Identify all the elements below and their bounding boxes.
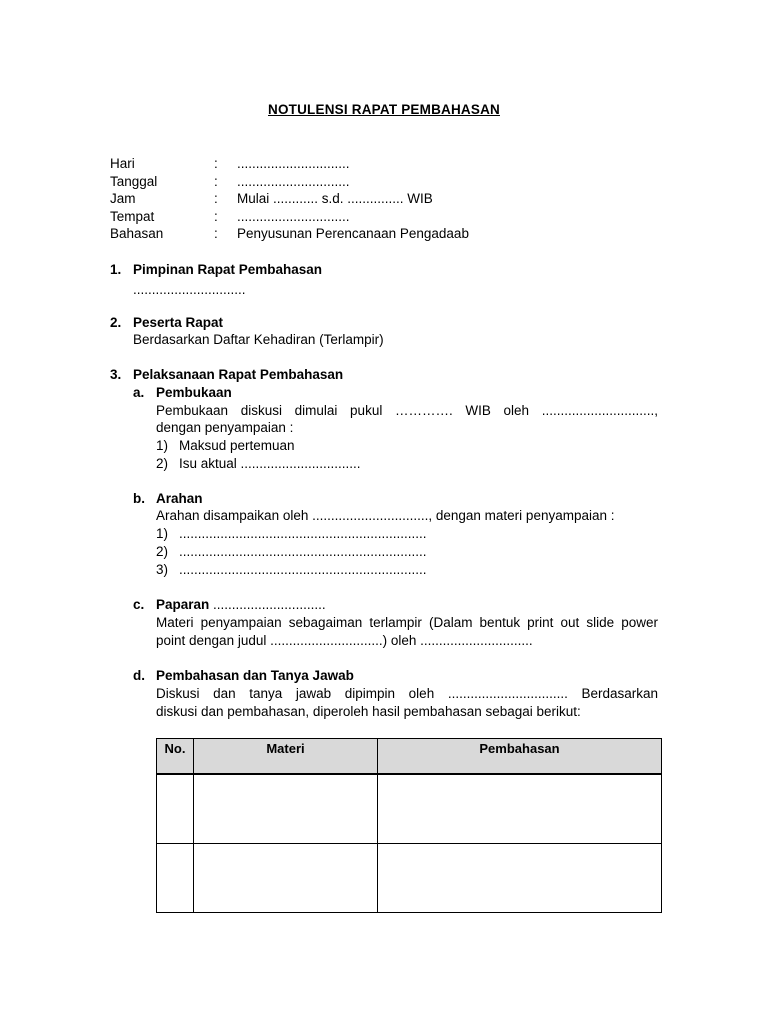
table-cell-pembahasan[interactable] [378,844,662,913]
info-value: Mulai ............ s.d. ............... WIB [237,191,433,207]
section-3-title: Pelaksanaan Rapat Pembahasan [133,367,344,382]
subsection-a-item-text: Isu aktual ................................ [179,456,361,471]
table-row [157,774,662,844]
section-1-number: 1. [110,262,122,277]
subsection-a-item-number: 1) [156,438,169,453]
subsection-b-line1: Arahan disampaikan oleh ..............................., dengan materi penyampaian : [156,508,615,523]
table-cell-materi[interactable] [194,774,378,844]
subsection-b-item-text: .................................................................. [179,526,427,541]
subsection-c-letter: c. [133,597,145,612]
section-3-number: 3. [110,367,122,382]
subsection-c-title-suffix: .............................. [213,597,326,612]
info-colon: : [214,173,218,189]
table-cell-pembahasan[interactable] [378,774,662,844]
column-header-materi: Materi [194,739,378,775]
subsection-a-title: Pembukaan [156,385,232,400]
subsection-a-item-number: 2) [156,456,169,471]
info-label: Tempat [110,208,155,224]
info-value: .............................. [237,208,350,224]
section-2-content: Berdasarkan Daftar Kehadiran (Terlampir) [133,332,384,347]
table-cell-materi[interactable] [194,844,378,913]
subsection-a-line1: Pembukaan diskusi dimulai pukul …………. WIB oleh .............................., [156,403,658,418]
info-value: .............................. [237,156,350,171]
subsection-c-line1: Materi penyampaian sebagaiman terlampir (Dalam bentuk print out slide power [156,615,658,630]
subsection-b-item-number: 1) [156,526,169,541]
subsection-d-letter: d. [133,668,145,683]
subsection-d-title: Pembahasan dan Tanya Jawab [156,668,354,683]
discussion-table [156,738,662,913]
info-row-bahasan [110,225,660,243]
subsection-a-line2: dengan penyampaian : [156,420,294,435]
subsection-c-heading [156,596,326,614]
subsection-c-line2: point dengan judul ..............................) oleh .............................. [156,633,533,648]
section-2-title: Peserta Rapat [133,315,224,330]
subsection-c-title: Paparan [156,597,210,612]
info-label: Hari [110,156,135,171]
table-cell-no[interactable] [157,774,194,844]
table-cell-no[interactable] [157,844,194,913]
info-colon: : [214,226,218,242]
info-colon: : [214,191,218,207]
info-colon: : [214,208,218,224]
subsection-b-item-number: 3) [156,562,169,577]
info-value: .............................. [237,173,350,189]
info-label: Jam [110,191,136,207]
subsection-b-letter: b. [133,491,145,506]
info-label: Tanggal [110,173,158,189]
section-1-content: .............................. [133,282,246,297]
info-colon: : [214,156,218,171]
subsection-b-title: Arahan [156,491,203,506]
info-row-hari [110,155,660,173]
column-header-no: No. [157,739,194,775]
subsection-d-line1: Diskusi dan tanya jawab dipimpin oleh ................................ Berdasarkan [156,686,658,701]
section-1-title: Pimpinan Rapat Pembahasan [133,262,323,277]
subsection-b-item-text: .................................................................. [179,562,427,577]
subsection-a-item-text: Maksud pertemuan [179,438,295,453]
document-title: NOTULENSI RAPAT PEMBAHASAN [268,102,500,117]
table-row [157,844,662,913]
subsection-d-line2: diskusi dan pembahasan, diperoleh hasil pembahasan sebagai berikut: [156,704,581,719]
info-row-tempat [110,208,660,226]
info-label: Bahasan [110,226,164,242]
subsection-b-item-number: 2) [156,544,169,559]
table-header-row [157,739,662,775]
info-row-tanggal [110,173,660,191]
meeting-info [110,155,660,243]
info-value: Penyusunan Perencanaan Pengadaab [237,226,469,242]
section-2-number: 2. [110,315,122,330]
info-row-jam [110,190,660,208]
subsection-b-item-text: .................................................................. [179,544,427,559]
subsection-a-letter: a. [133,385,145,400]
column-header-pembahasan: Pembahasan [378,739,662,775]
